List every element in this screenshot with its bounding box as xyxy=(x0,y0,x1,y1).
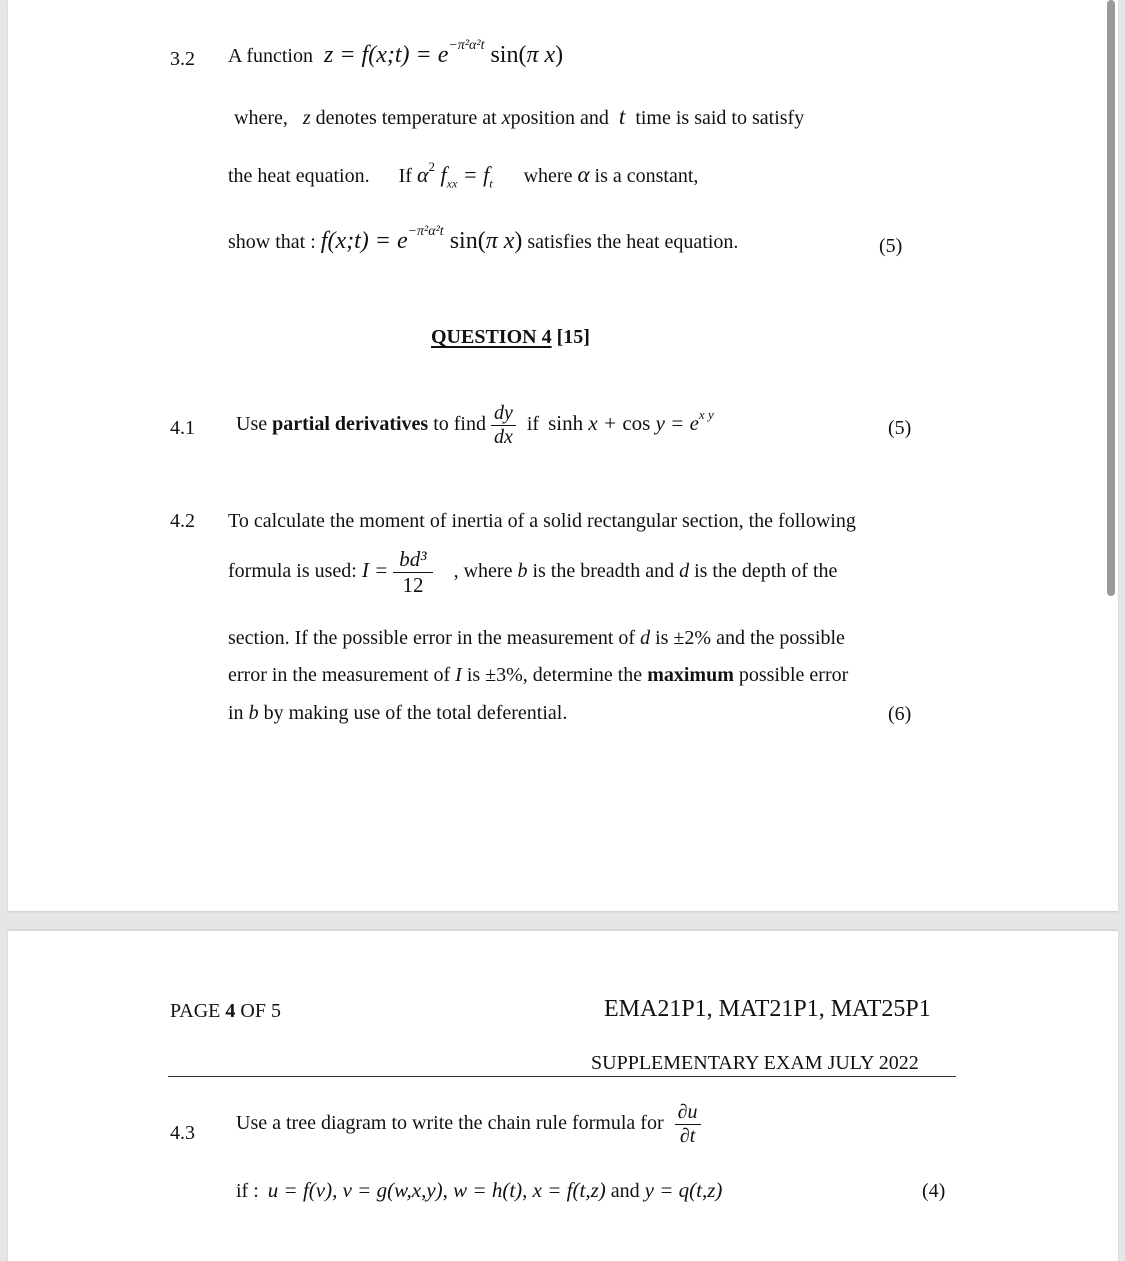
question-4-marks: [15] xyxy=(556,326,590,348)
var-x: x xyxy=(501,107,511,129)
text-plus-minus-3: is ±3%, determine the xyxy=(466,664,643,686)
text-formula-used: formula is used: xyxy=(228,560,357,583)
text-to-find: to find xyxy=(433,413,486,436)
exam-title: SUPPLEMENTARY EXAM JULY 2022 xyxy=(591,1052,919,1074)
question-3-2-line-4 xyxy=(228,224,739,255)
course-codes: EMA21P1, MAT21P1, MAT25P1 xyxy=(604,996,931,1022)
question-4-2-line-4 xyxy=(228,664,848,687)
text-show-that: show that : xyxy=(228,231,316,253)
du-dt-fraction xyxy=(675,1101,701,1148)
question-3-2-line-3 xyxy=(228,158,699,191)
question-4-1-line xyxy=(236,402,714,449)
exam-page-4 xyxy=(8,931,1118,1261)
formula-lhs: I = xyxy=(361,558,389,583)
text-of-total: OF 5 xyxy=(240,1000,281,1022)
fraction-denominator: 12 xyxy=(402,573,424,597)
text-tree-diagram: Use a tree diagram to write the chain rule formula for xyxy=(236,1112,664,1135)
intro-text: A function xyxy=(228,45,313,67)
marks-4-3: (4) xyxy=(922,1180,946,1202)
text-and: and xyxy=(610,1180,640,1202)
var-z: z xyxy=(302,107,311,129)
text-use: Use xyxy=(236,413,268,436)
text-if: If xyxy=(398,165,412,187)
question-4-title: QUESTION 4 xyxy=(431,326,552,348)
marks-4-1: (5) xyxy=(888,417,912,439)
text-if: if xyxy=(526,413,540,436)
text-heat-equation: the heat equation. xyxy=(228,165,370,187)
text-total-differential: by making use of the total deferential. xyxy=(263,702,568,724)
show-formula: f(x;t) = $e^{-\pi^2\alpha^2t}$ sin(π x) xyxy=(320,224,523,254)
marks-4-2: (6) xyxy=(888,703,912,725)
text-where: where, xyxy=(234,107,288,129)
question-4-2-line-3 xyxy=(228,627,845,650)
page-current-number: 4 xyxy=(225,1000,236,1022)
question-4-3-line-2 xyxy=(236,1178,722,1203)
var-t: t xyxy=(618,104,626,129)
question-3-2-line-1 xyxy=(228,38,564,69)
fraction-numerator: dy xyxy=(491,402,516,426)
page-number xyxy=(170,1000,281,1023)
fraction-denominator: dx xyxy=(493,426,513,448)
fraction-denominator: ∂t xyxy=(679,1125,696,1147)
var-d: d xyxy=(679,560,690,583)
exam-page-3-continued xyxy=(8,0,1118,911)
text-page: PAGE xyxy=(170,1000,221,1022)
var-d: d xyxy=(640,627,651,649)
text-where: , where xyxy=(453,560,513,583)
question-number: 4.2 xyxy=(170,510,195,532)
text-position: position and xyxy=(510,107,609,129)
fraction-numerator: ∂u xyxy=(675,1101,701,1125)
text-time: time is said to satisfy xyxy=(635,107,805,129)
text-in: in xyxy=(228,702,244,724)
text-depth: is the depth of the xyxy=(694,560,838,583)
question-4-3-line-1 xyxy=(236,1101,701,1148)
question-4-2-line-2 xyxy=(228,547,837,598)
question-4-heading xyxy=(431,326,590,349)
text-possible-error: possible error xyxy=(738,664,849,686)
var-b: b xyxy=(248,702,259,724)
vertical-scrollbar[interactable] xyxy=(1107,0,1115,596)
chain-definitions: u = f(v), v = g(w,x,y), w = h(t), x = f(t,z) xyxy=(267,1178,606,1202)
text-plus-minus-2: is ±2% and the possible xyxy=(655,627,845,649)
function-formula: z = f(x;t) = $e^{-\pi^2\alpha^2t}$ sin(π x) xyxy=(324,38,564,68)
text-partial-derivatives: partial derivatives xyxy=(272,413,429,436)
text-satisfies: satisfies the heat equation. xyxy=(527,231,739,253)
question-number: 4.1 xyxy=(170,417,195,439)
question-4-2-line-5 xyxy=(228,702,567,725)
text-if: if : xyxy=(236,1180,259,1202)
text-section: section. If the possible error in the measurement of xyxy=(228,627,636,649)
text-maximum: maximum xyxy=(647,664,734,686)
chain-definition-y: y = q(t,z) xyxy=(644,1178,723,1202)
text-where-2: where xyxy=(523,165,573,187)
text-denotes: denotes temperature at xyxy=(315,107,497,129)
text-breadth: is the breadth and xyxy=(532,560,675,583)
text-error-measurement: error in the measurement of xyxy=(228,664,451,686)
question-4-2-line-1: To calculate the moment of inertia of a solid rectangular section, the following xyxy=(228,510,856,532)
var-b: b xyxy=(517,560,528,583)
question-number: 3.2 xyxy=(170,48,195,70)
dy-dx-fraction xyxy=(491,402,516,449)
header-divider xyxy=(168,1076,956,1077)
implicit-equation: $\sinh x + \cos y = e^{x y}$ xyxy=(548,407,714,436)
question-3-2-line-2 xyxy=(234,104,804,130)
var-i: I xyxy=(455,664,462,686)
var-alpha: α xyxy=(577,162,590,187)
fraction-numerator: bd³ xyxy=(393,547,432,573)
marks-3-2: (5) xyxy=(879,235,903,257)
heat-equation-formula: $\alpha^2$ $f_{xx} = f_t$ xyxy=(416,158,493,191)
question-number: 4.3 xyxy=(170,1122,195,1144)
text-constant: is a constant, xyxy=(594,165,699,187)
inertia-fraction xyxy=(393,547,432,598)
